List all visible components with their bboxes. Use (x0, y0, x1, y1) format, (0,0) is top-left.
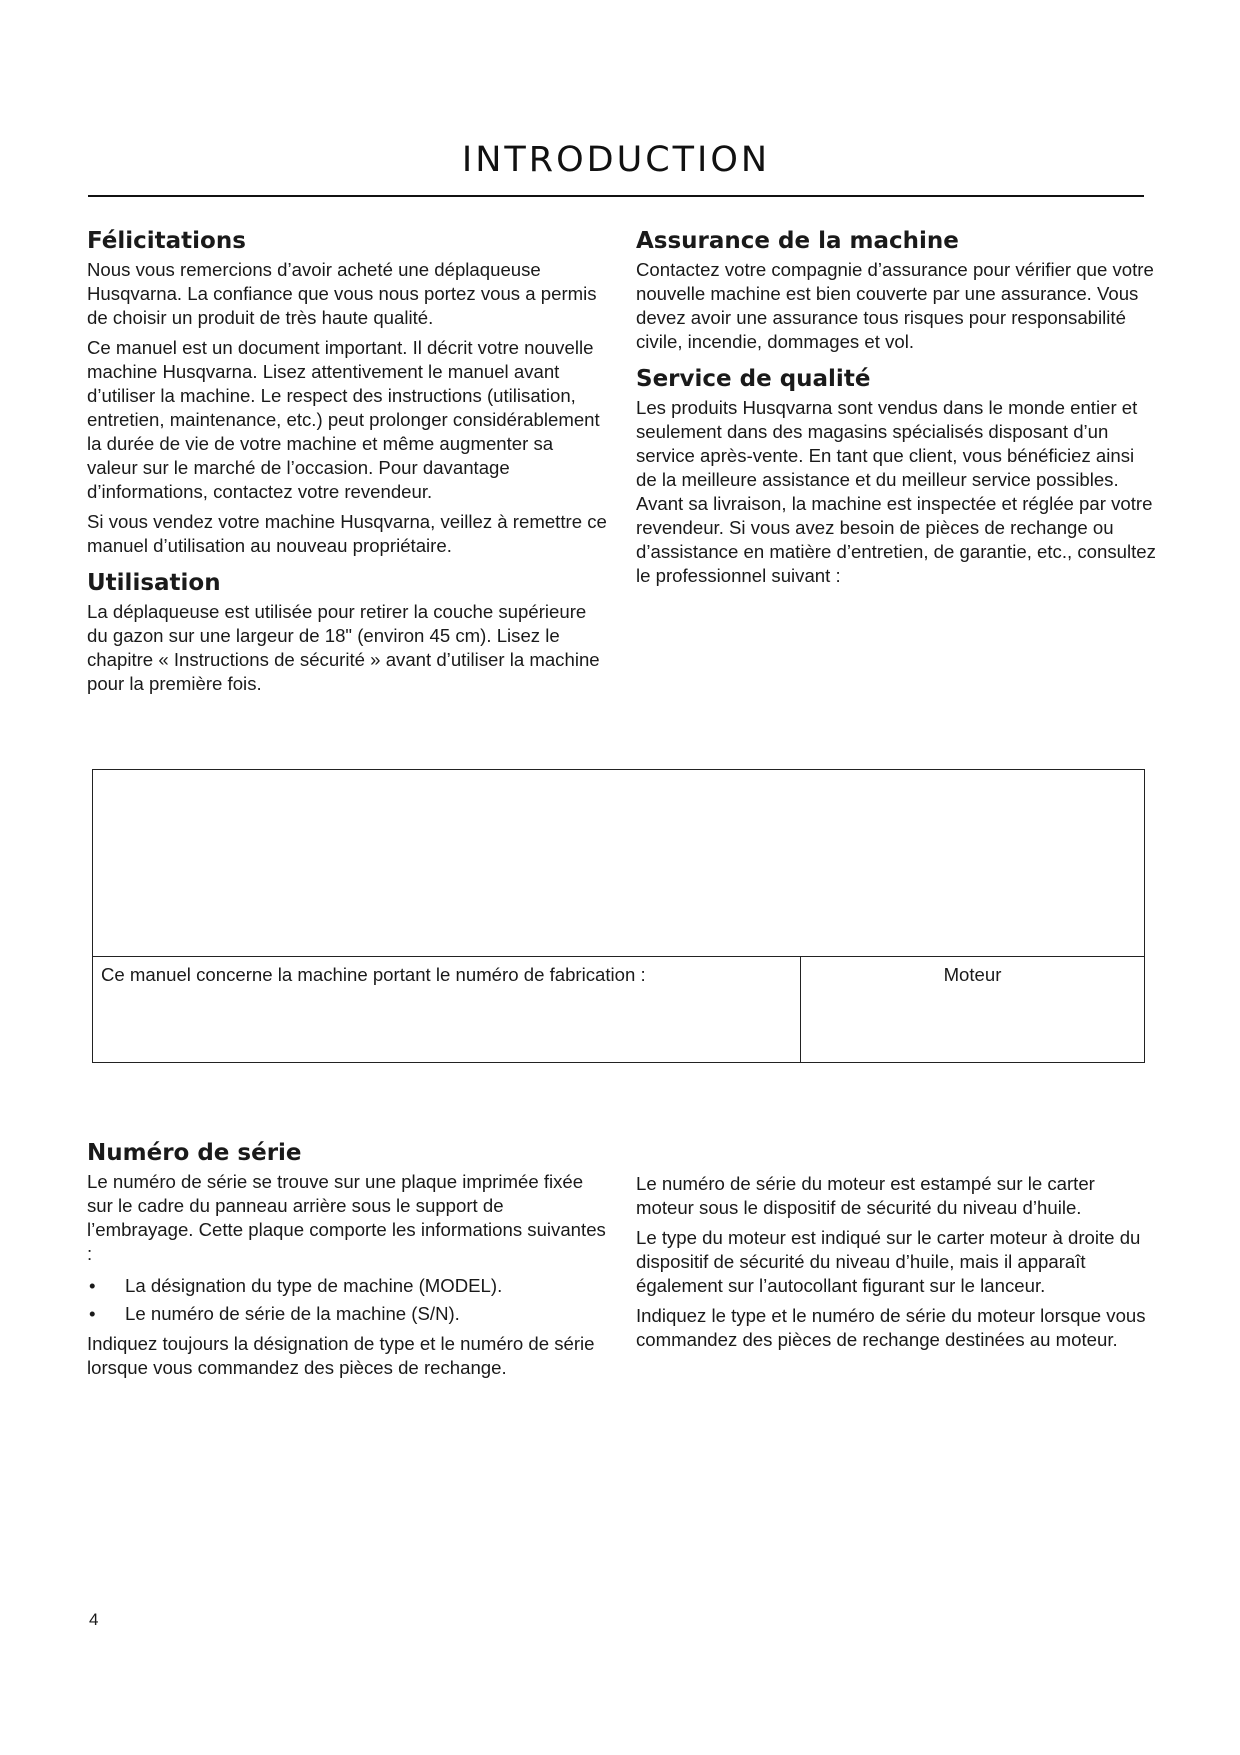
service-heading: Service de qualité (636, 366, 871, 392)
dealer-info-box (92, 769, 1145, 1063)
numero-serie-outro: Indiquez toujours la désignation de type et le numéro de série lorsque vous commandez des pièces de rechange. (87, 1333, 595, 1378)
moteur-paragraph-1: Le numéro de série du moteur est estampé sur le carter moteur sous le dispositif de sécurité du niveau d’huile. (636, 1173, 1095, 1218)
list-item-text: Le numéro de série de la machine (S/N). (125, 1303, 460, 1324)
utilisation-paragraph: La déplaqueuse est utilisée pour retirer la couche supérieure du gazon sur une largeur de 18" (environ 45 cm). Lisez le chapitre « Instructions de sécurité » avant d’utiliser la machine pour la première fois. (87, 601, 600, 694)
list-item-text: La désignation du type de machine (MODEL). (125, 1275, 503, 1296)
felicitations-paragraph-2: Ce manuel est un document important. Il décrit votre nouvelle machine Husqvarna. Lisez attentivement le manuel avant d’utiliser la machine. Le respect des instructions (utilisation, entretien, maintenance, etc.) peut prolonger considérablement la durée de vie de votre machine et même augmenter sa valeur sur le marché de l’occasion. Pour davantage d’informations, contactez votre revendeur. (87, 337, 600, 502)
title-divider (88, 195, 1144, 197)
assurance-heading: Assurance de la machine (636, 228, 959, 254)
utilisation-heading: Utilisation (87, 570, 221, 596)
right-column-bottom (636, 1172, 1156, 1358)
felicitations-heading: Félicitations (87, 228, 246, 254)
moteur-paragraph-2: Le type du moteur est indiqué sur le carter moteur à droite du dispositif de sécurité du niveau d’huile, mais il apparaît également sur l’autocollant figurant sur le lanceur. (636, 1227, 1141, 1296)
bullet-marker: • (89, 1275, 96, 1296)
page-number: 4 (89, 1610, 99, 1629)
moteur-paragraph-3: Indiquez le type et le numéro de série du moteur lorsque vous commandez des pièces de rechange destinées au moteur. (636, 1305, 1146, 1350)
bullet-marker: • (89, 1303, 96, 1324)
felicitations-paragraph-1: Nous vous remercions d’avoir acheté une déplaqueuse Husqvarna. La confiance que vous nous portez vous a permis de choisir un produit de très haute qualité. (87, 259, 597, 328)
numero-serie-heading: Numéro de série (87, 1140, 302, 1166)
right-column-top (636, 228, 1156, 594)
engine-label: Moteur (943, 964, 1002, 985)
assurance-paragraph: Contactez votre compagnie d’assurance pour vérifier que votre nouvelle machine est bien couverte par une assurance. Vous devez avoir une assurance tous risques pour responsabilité civile, incendie, dommages et vol. (636, 259, 1154, 352)
page-title: INTRODUCTION (461, 140, 771, 180)
manufacture-number-label: Ce manuel concerne la machine portant le numéro de fabrication : (101, 964, 646, 985)
numero-serie-intro: Le numéro de série se trouve sur une plaque imprimée fixée sur le cadre du panneau arrière sous le support de l’embrayage. Cette plaque comporte les informations suivantes : (87, 1171, 606, 1264)
engine-cell (801, 956, 1144, 1062)
left-column-top (87, 228, 607, 702)
manufacture-number-cell (93, 956, 801, 1062)
dealer-stamp-area (93, 770, 1144, 957)
felicitations-paragraph-3: Si vous vendez votre machine Husqvarna, veillez à remettre ce manuel d’utilisation au nouveau propriétaire. (87, 511, 607, 556)
list-item (87, 1300, 607, 1328)
left-column-bottom (87, 1140, 607, 1386)
numero-serie-list (87, 1272, 607, 1328)
service-paragraph: Les produits Husqvarna sont vendus dans le monde entier et seulement dans des magasins spécialisés disposant d’un service après-vente. En tant que client, vous bénéficiez ainsi de la meilleure assistance et du meilleur service possibles. Avant sa livraison, la machine est inspectée et réglée par votre revendeur. Si vous avez besoin de pièces de rechange ou d’assistance en matière d’entretien, de garantie, etc., consultez le professionnel suivant : (636, 397, 1156, 586)
list-item (87, 1272, 607, 1300)
